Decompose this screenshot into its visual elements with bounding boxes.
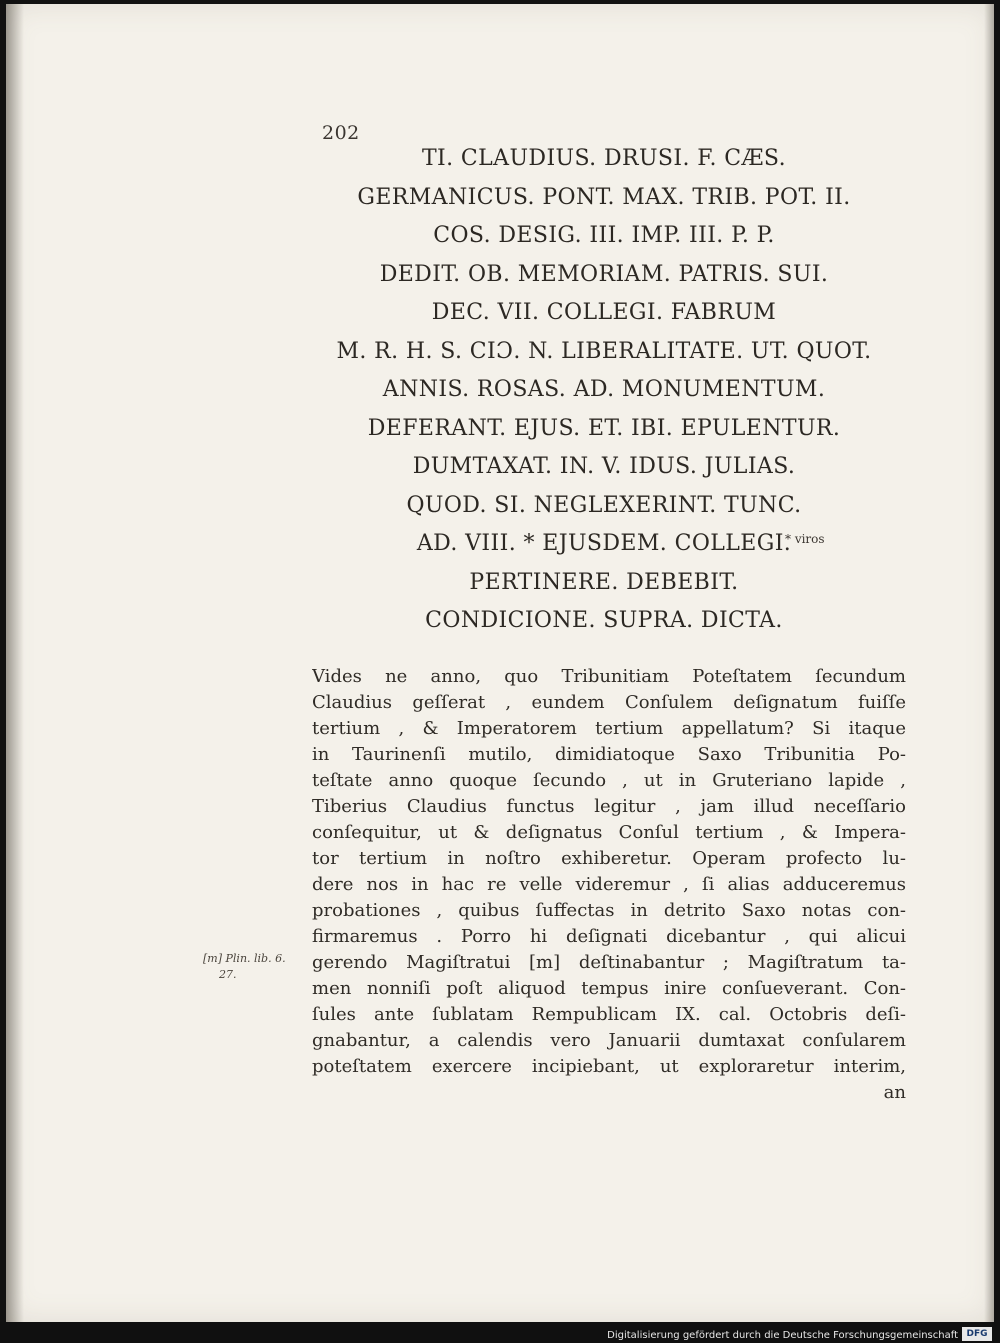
body-line: conſequitur, ut & deſignatus Conſul tertium , & Impera- <box>312 822 906 843</box>
body-line: tertium , & Imperatorem tertium appellatum? Si itaque <box>312 718 906 739</box>
catchword: an <box>883 1082 906 1103</box>
body-line: men nonniſi poſt aliquod tempus inire conſueverant. Con- <box>312 978 906 999</box>
inscription-line: DEFERANT. EJUS. ET. IBI. EPULENTUR. <box>367 415 841 441</box>
body-line: in Taurinenſi mutilo, dimidiatoque Saxo Tribunitia Po- <box>312 744 906 765</box>
citation-line: [m] Plin. lib. 6. <box>203 952 286 965</box>
inscription-line: DEC. VII. COLLEGI. FABRUM <box>431 300 777 325</box>
inscription-line: QUOD. SI. NEGLEXERINT. TUNC. <box>406 492 802 518</box>
citation-line: 27. <box>219 968 237 981</box>
body-paragraph <box>312 664 906 1106</box>
inscription-line: ANNIS. ROSAS. AD. MONUMENTUM. <box>382 377 826 402</box>
inscription-line: TI. CLAUDIUS. DRUSI. F. CÆS. <box>421 146 787 171</box>
inscription-line: DEDIT. OB. MEMORIAM. PATRIS. SUI. <box>379 261 829 287</box>
inscription-line: PERTINERE. DEBEBIT. <box>469 569 739 595</box>
inscription-line: M. R. H. S. CIƆ. N. LIBERALITATE. UT. QUOT. <box>336 338 872 364</box>
body-line: dere nos in hac re velle videremur , ſi alias adduceremus <box>312 874 906 895</box>
body-line: tor tertium in noſtro exhiberetur. Operam profecto lu- <box>312 848 906 869</box>
page-edge-shadow <box>984 4 994 1322</box>
body-line: firmaremus . Porro hi deſignati dicebantur , qui alicui <box>312 926 906 947</box>
inscription-line: COS. DESIG. III. IMP. III. P. P. <box>433 223 775 248</box>
inscription-line: DUMTAXAT. IN. V. IDUS. JULIAS. <box>412 454 796 479</box>
body-line: poteſtatem exercere incipiebant, ut exploraretur interim, <box>312 1056 906 1077</box>
inscription-line: GERMANICUS. PONT. MAX. TRIB. POT. II. <box>357 184 851 210</box>
body-line: Vides ne anno, quo Tribunitiam Poteſtatem ſecundum <box>312 666 906 687</box>
latin-inscription <box>320 140 888 641</box>
inscription-line: AD. VIII. * EJUSDEM. COLLEGI. <box>416 531 792 556</box>
page-binding-shadow <box>6 4 24 1322</box>
body-line: gnabantur, a calendis vero Januarii dumtaxat conſularem <box>312 1030 906 1051</box>
body-line: ſules ante ſublatam Rempublicam IX. cal. Octobris deſi- <box>312 1004 906 1025</box>
inscription-footnote: * viros <box>785 532 825 546</box>
body-line: probationes , quibus ſuffectas in detrito Saxo notas con- <box>312 900 906 921</box>
dfg-logo: DFG <box>962 1327 992 1341</box>
marginal-citation <box>203 951 308 983</box>
body-line: teſtate anno quoque ſecundo , ut in Gruteriano lapide , <box>312 770 906 791</box>
funding-credit: Digitalisierung gefördert durch die Deutsche Forschungsgemeinschaft <box>607 1330 958 1341</box>
body-line: Tiberius Claudius functus legitur , jam illud neceſſario <box>312 796 906 817</box>
inscription-line: CONDICIONE. SUPRA. DICTA. <box>425 608 783 633</box>
body-line: Claudius geſſerat , eundem Conſulem deſignatum fuiſſe <box>312 692 906 713</box>
body-line: gerendo Magiſtratui [m] deſtinabantur ; Magiſtratum ta- <box>312 952 906 973</box>
page-number: 202 <box>322 122 360 144</box>
